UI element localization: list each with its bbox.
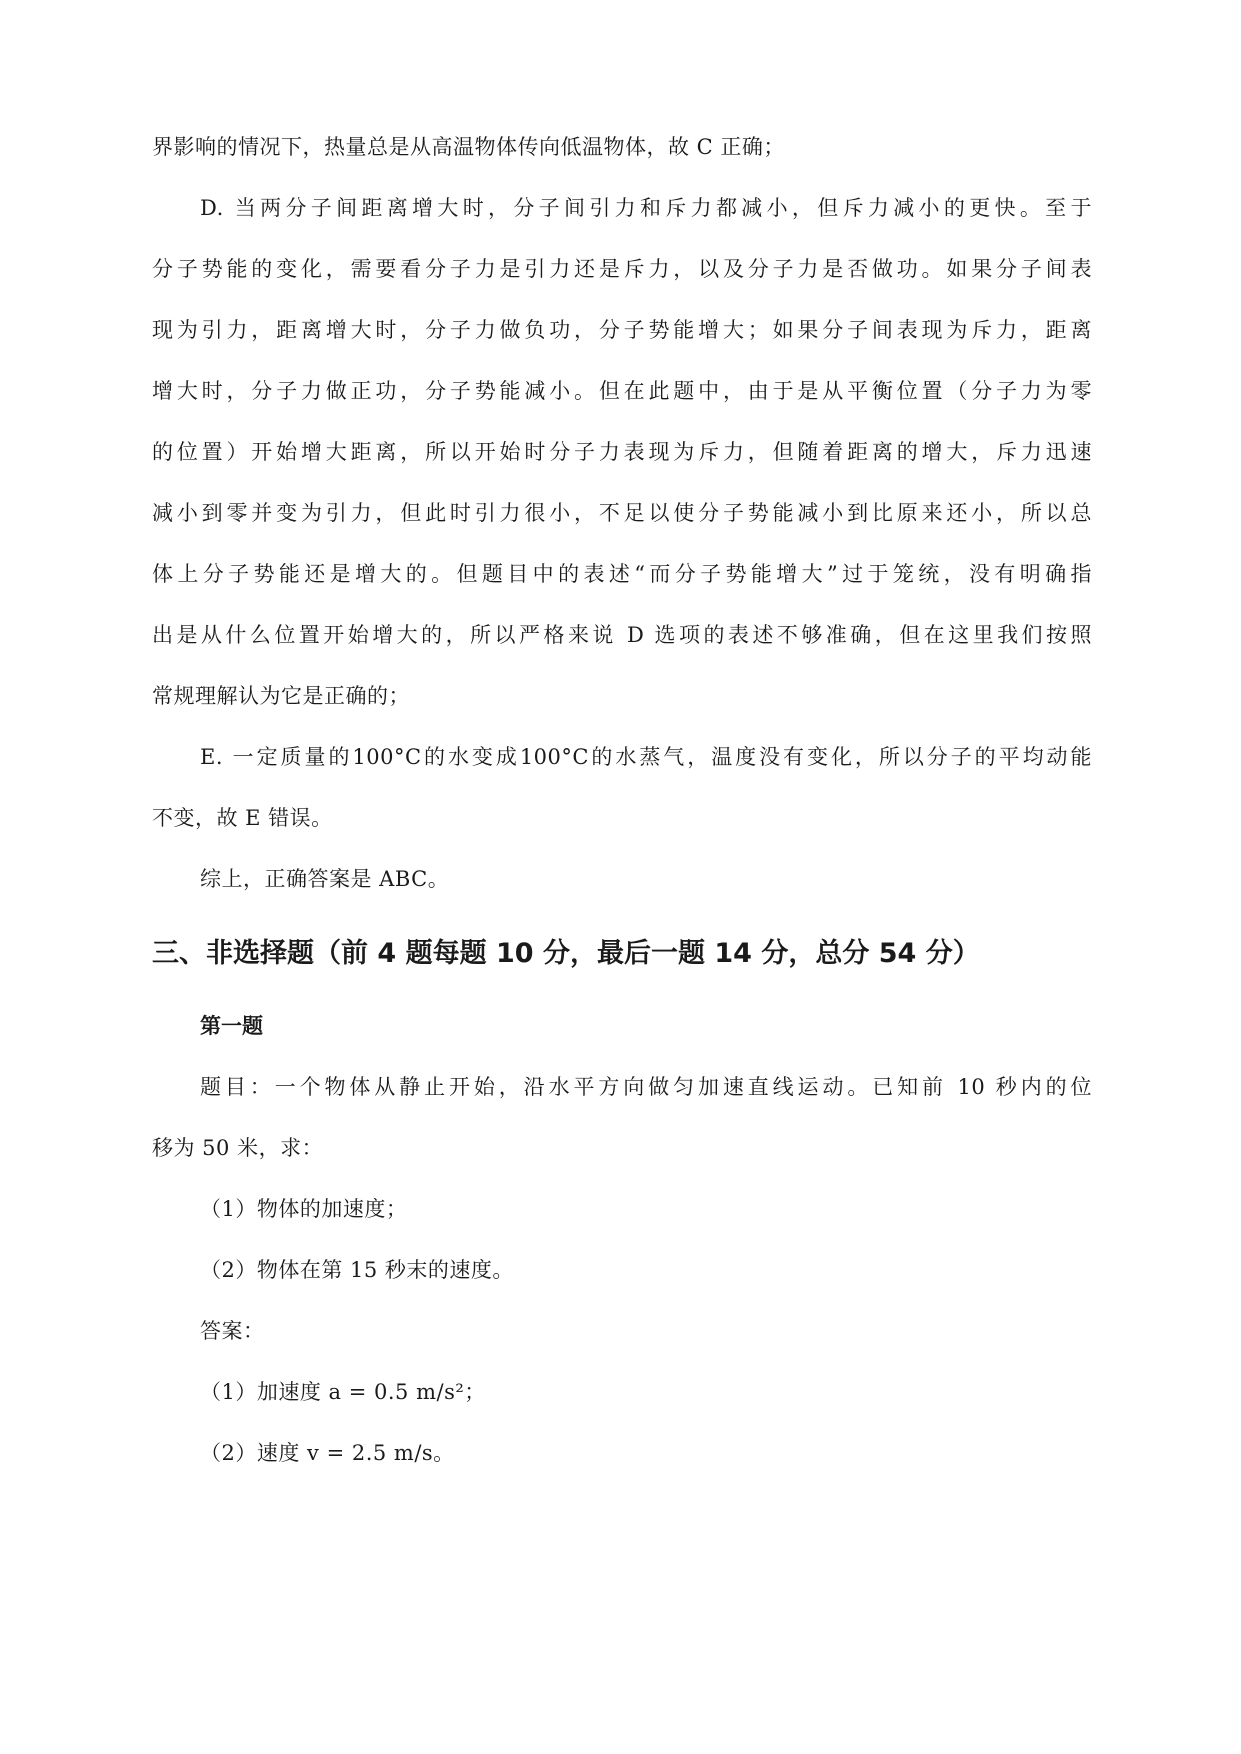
option-e-line-1: E. 一定质量的100°C的水变成100°C的水蒸气，温度没有变化，所以分子的平均动能 [200,745,1092,769]
option-d-line-6: 减小到零并变为引力，但此时引力很小，不足以使分子势能减小到比原来还小，所以总 [152,501,1092,525]
answer-1: （1）加速度 a = 0.5 m/s²； [200,1380,486,1404]
question-line-2: 移为 50 米，求： [152,1136,324,1160]
option-d-line-8: 出是从什么位置开始增大的，所以严格来说 D 选项的表述不够准确，但在这里我们按照 [152,623,1092,647]
option-d-line-1: D. 当两分子间距离增大时，分子间引力和斥力都减小，但斥力减小的更快。至于 [200,196,1092,220]
option-d-line-9: 常规理解认为它是正确的； [152,684,410,708]
question-line-1: 题目：一个物体从静止开始，沿水平方向做匀加速直线运动。已知前 10 秒内的位 [200,1075,1092,1099]
answer-2: （2）速度 v = 2.5 m/s。 [200,1441,455,1465]
question-title: 第一题 [200,1014,263,1038]
summary-answer: 综上，正确答案是 ABC。 [200,867,450,891]
option-d-line-5: 的位置）开始增大距离，所以开始时分子力表现为斥力，但随着距离的增大，斥力迅速 [152,440,1092,464]
section-heading: 三、非选择题（前 4 题每题 10 分，最后一题 14 分，总分 54 分） [152,938,980,969]
option-e-line-2: 不变，故 E 错误。 [152,806,333,830]
option-d-line-3: 现为引力，距离增大时，分子力做负功，分子势能增大；如果分子间表现为斥力，距离 [152,318,1092,342]
option-d-line-4: 增大时，分子力做正功，分子势能减小。但在此题中，由于是从平衡位置（分子力为零 [152,379,1092,403]
sub-question-2: （2）物体在第 15 秒末的速度。 [200,1258,514,1282]
option-d-line-7: 体上分子势能还是增大的。但题目中的表述“而分子势能增大”过于笼统，没有明确指 [152,562,1092,586]
option-c-conclusion: 界影响的情况下，热量总是从高温物体传向低温物体，故 C 正确； [152,135,785,159]
option-d-line-2: 分子势能的变化，需要看分子力是引力还是斥力，以及分子力是否做功。如果分子间表 [152,257,1092,281]
sub-question-1: （1）物体的加速度； [200,1197,408,1221]
answer-label: 答案： [200,1319,265,1343]
